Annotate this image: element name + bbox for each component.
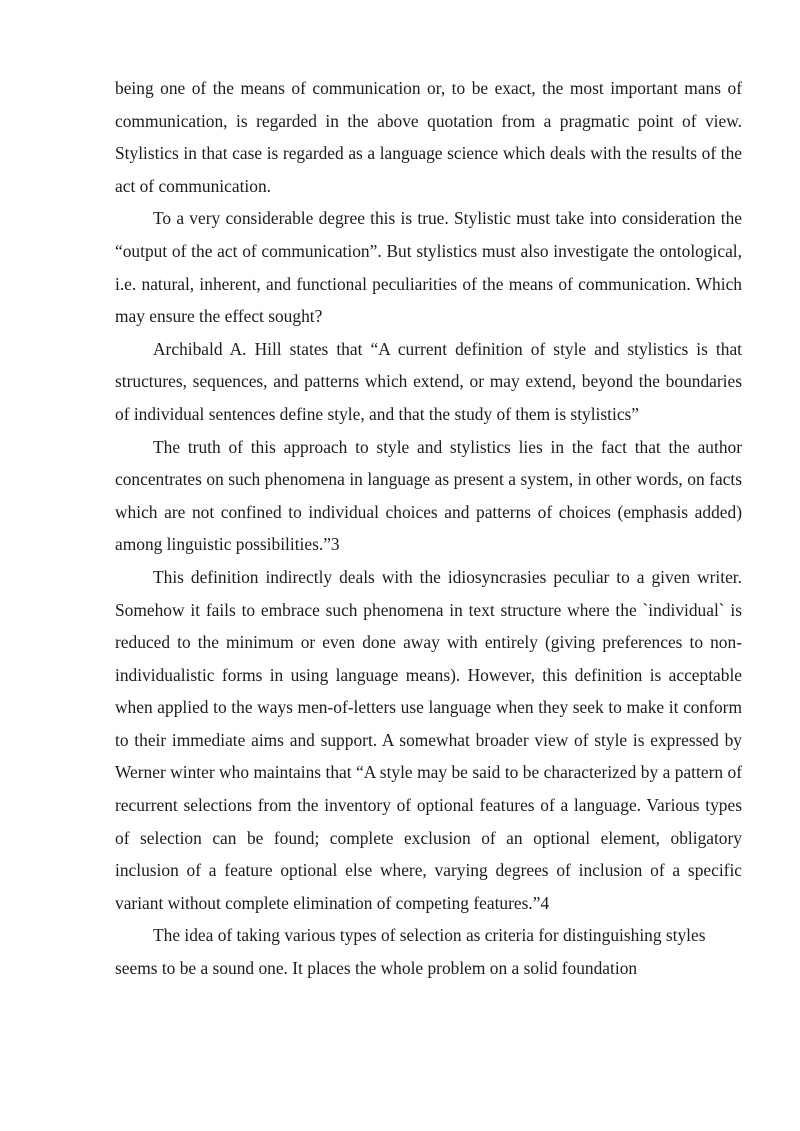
paragraph-continuation: being one of the means of communication or, to be exact, the most important mans of communication, is regarded in the above quotation from a pragmatic point of view. Stylistics in that case is regarded as a language science which deals with the results of the act of communication. — [115, 78, 742, 196]
paragraph-selection-criteria: The idea of taking various types of selection as criteria for distinguishing styles seems to be a sound one. It places the whole problem on a solid foundation — [115, 925, 706, 979]
paragraph-approach-truth: The truth of this approach to style and stylistics lies in the fact that the author concentrates on such phenomena in language as present a system, in other words, on facts which are not confined to individual choices and patterns of choices (emphasis added) among linguistic possibilities.”3 — [115, 436, 742, 555]
body-text — [115, 72, 742, 985]
paragraph-stylistic-output: To a very considerable degree this is true. Stylistic must take into consideration the “output of the act of communication”. But stylistics must also investigate the ontological, i.e. natural, inherent, and functional peculiarities of the means of communication. Which may ensure the effect sought? — [115, 208, 742, 327]
paragraph-definition-idiosyncrasies: This definition indirectly deals with the idiosyncrasies peculiar to a given writer. Somehow it fails to embrace such phenomena in text structure where the `individual` is reduced to the minimum or even done away with entirely (giving preferences to non-individualistic forms in using language means). However, this definition is acceptable when applied to the ways men-of-letters use language when they seek to make it conform to their immediate aims and support. A somewhat broader view of style is expressed by Werner winter who maintains that “A style may be said to be characterized by a pattern of recurrent selections from the inventory of optional features of a language. Various types of selection can be found; complete exclusion of an optional element, obligatory inclusion of a feature optional else where, varying degrees of inclusion of a specific variant without complete elimination of competing features.”4 — [115, 566, 742, 913]
paragraph-hill-quote: Archibald A. Hill states that “A current definition of style and stylistics is that structures, sequences, and patterns which extend, or may extend, beyond the boundaries of individual sentences define style, and that the study of them is stylistics” — [115, 338, 742, 424]
